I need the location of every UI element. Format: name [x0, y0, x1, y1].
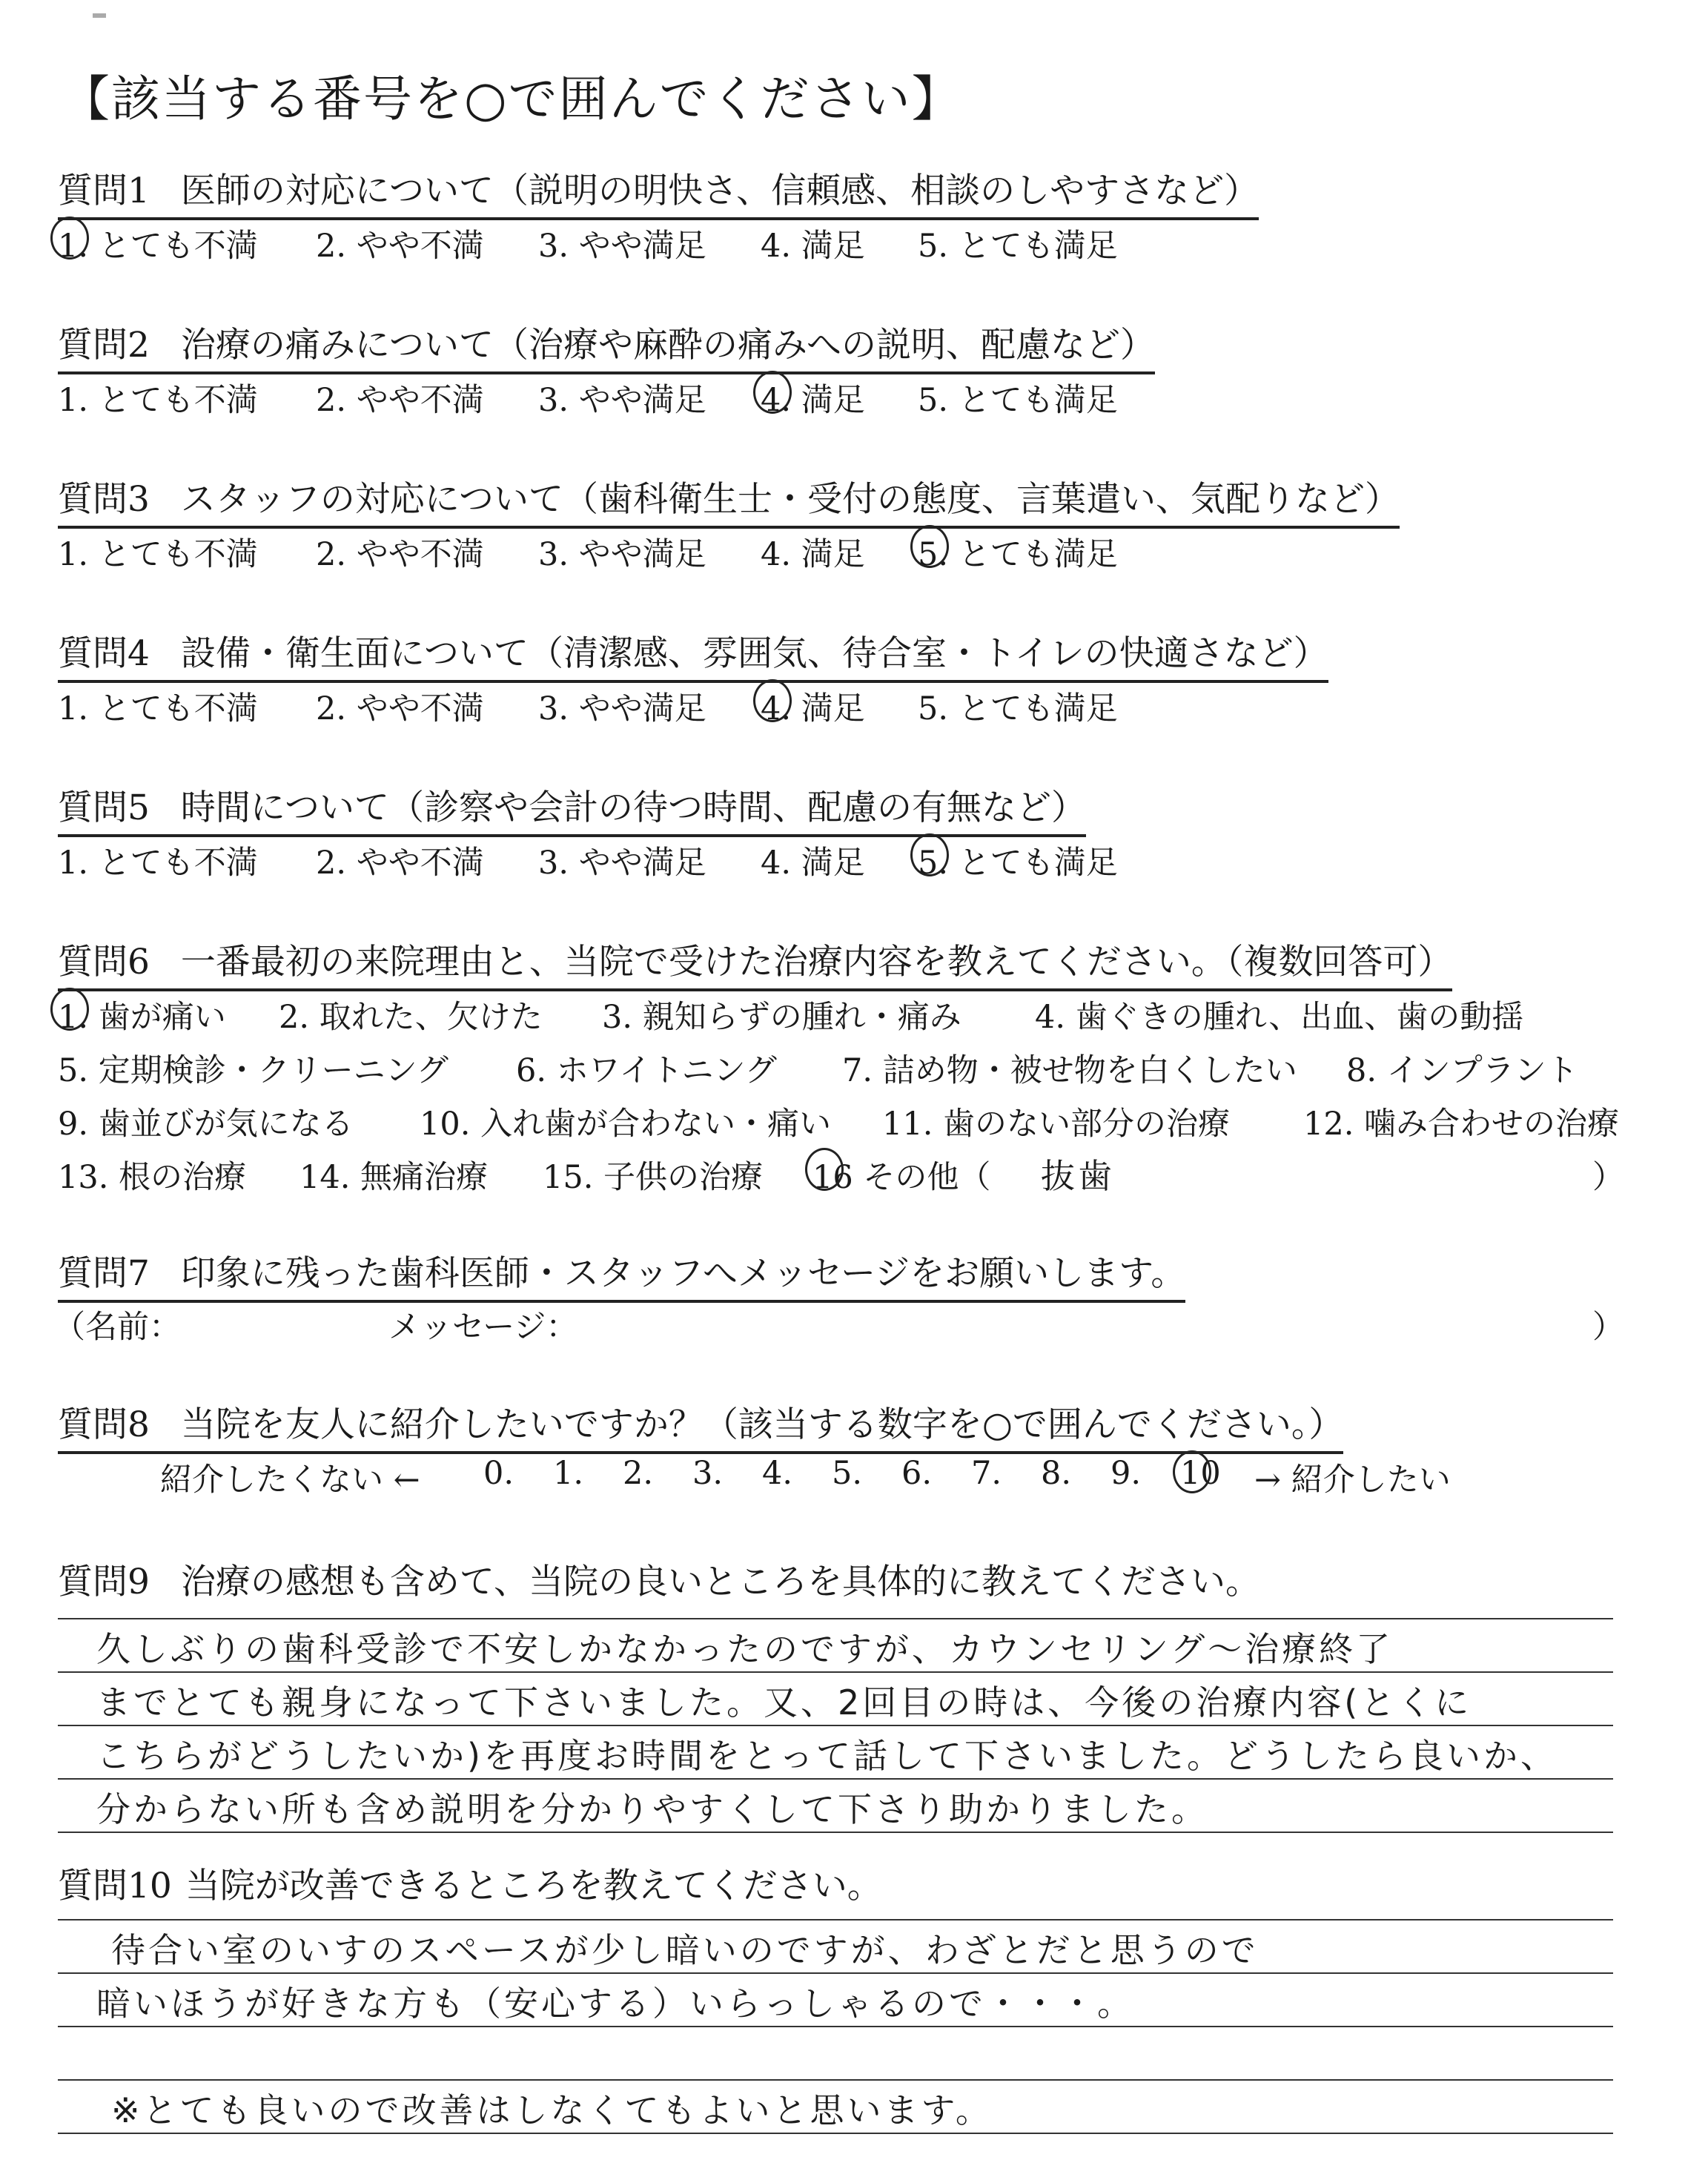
reason-1-selected[interactable]: 1. 歯が痛い	[58, 992, 226, 1037]
option-4[interactable]: 4. 満足	[761, 228, 865, 265]
question-text: 治療の感想も含めて、当院の良いところを具体的に教えてください。	[180, 1562, 1260, 1602]
reason-13[interactable]: 13. 根の治療	[58, 1159, 247, 1196]
question-5-title	[58, 780, 1086, 837]
option-2[interactable]: 2. やや不満	[316, 536, 484, 573]
scale-10-selected[interactable]: 10	[1180, 1455, 1221, 1492]
question-text: 設備・衛生面について（清潔感、雰囲気、待合室・トイレの快適さなど）	[180, 633, 1328, 674]
question-number: 質問3	[58, 479, 150, 520]
answer-10-line-2: 暗いほうが好きな方も（安心する）いらっしゃるので・・・。	[96, 1984, 1134, 2024]
answer-line	[58, 1778, 1613, 1780]
option-1-selected[interactable]: 1. とても不満	[58, 221, 258, 266]
option-4-selected[interactable]: 4. 満足	[761, 375, 865, 420]
question-9-title	[58, 1554, 1260, 1608]
question-number: 質問2	[58, 325, 150, 366]
other-reason-handwriting: 抜歯	[1041, 1156, 1115, 1196]
option-1[interactable]: 1. とても不満	[58, 382, 258, 419]
option-3[interactable]: 3. やや満足	[538, 382, 706, 419]
answer-line	[58, 2133, 1613, 2134]
scale-8[interactable]: 8.	[1041, 1455, 1072, 1492]
option-3[interactable]: 3. やや満足	[538, 228, 706, 265]
answer-10-line-4: ※とても良いので改善はしなくてもよいと思います。	[111, 2090, 993, 2130]
answer-line	[58, 2026, 1613, 2027]
question-7-title	[58, 1246, 1185, 1303]
question-text: 一番最初の来院理由と、当院で受けた治療内容を教えてください。（複数回答可）	[180, 942, 1453, 982]
scale-7[interactable]: 7.	[971, 1455, 1002, 1492]
reason-8[interactable]: 8. インプラント	[1346, 1052, 1578, 1089]
reason-16-selected[interactable]: 16 その他（	[812, 1152, 990, 1198]
question-number: 質問1	[58, 171, 150, 211]
scale-2[interactable]: 2.	[623, 1455, 654, 1492]
scale-9[interactable]: 9.	[1110, 1455, 1142, 1492]
question-number: 質問7	[58, 1253, 150, 1294]
answer-line	[58, 1972, 1613, 1974]
question-4-title	[58, 626, 1328, 683]
scale-right-label: → 紹介したい	[1254, 1462, 1451, 1499]
answer-line	[58, 1618, 1613, 1619]
reason-14[interactable]: 14. 無痛治療	[299, 1159, 489, 1196]
reason-2[interactable]: 2. 取れた、欠けた	[279, 999, 543, 1036]
question-8-title	[58, 1397, 1343, 1454]
question-number: 質問10	[58, 1866, 172, 1906]
scale-left-label: 紹介したくない ←	[160, 1462, 420, 1499]
reason-12[interactable]: 12. 噛み合わせの治療	[1303, 1106, 1620, 1143]
reason-5[interactable]: 5. 定期検診・クリーニング	[58, 1052, 448, 1089]
message-label: メッセージ：	[388, 1309, 578, 1346]
option-4-selected[interactable]: 4. 満足	[761, 684, 865, 729]
scale-0[interactable]: 0.	[483, 1455, 514, 1492]
answer-line	[58, 1919, 1613, 1920]
answer-9-line-1: 久しぶりの歯科受診で不安しかなかったのですが、カウンセリング〜治療終了	[96, 1629, 1394, 1669]
answer-9-line-2: までとても親身になって下さいました。又、2回目の時は、今後の治療内容(とくに	[96, 1682, 1472, 1723]
answer-line	[58, 1671, 1613, 1673]
question-text: 治療の痛みについて（治療や麻酔の痛みへの説明、配慮など）	[180, 325, 1156, 366]
option-1[interactable]: 1. とても不満	[58, 536, 258, 573]
option-3[interactable]: 3. やや満足	[538, 690, 706, 727]
close-paren: ）	[1592, 1309, 1624, 1346]
question-text: スタッフの対応について（歯科衛生士・受付の態度、言葉遣い、気配りなど）	[180, 479, 1400, 520]
question-10-title	[58, 1858, 882, 1912]
answer-line	[58, 1832, 1613, 1833]
answer-line	[58, 1725, 1613, 1726]
reason-6[interactable]: 6. ホワイトニング	[516, 1052, 777, 1089]
scale-6[interactable]: 6.	[901, 1455, 933, 1492]
question-number: 質問8	[58, 1404, 150, 1445]
option-4[interactable]: 4. 満足	[761, 536, 865, 573]
name-label: （名前：	[53, 1309, 181, 1346]
question-2-title	[58, 317, 1155, 374]
question-3-title	[58, 472, 1400, 529]
question-text: 当院が改善できるところを教えてください。	[185, 1866, 882, 1906]
scan-mark	[93, 13, 106, 18]
question-number: 質問5	[58, 787, 150, 828]
answer-9-line-4: 分からない所も含め説明を分かりやすくして下さり助かりました。	[96, 1789, 1208, 1829]
question-text: 印象に残った歯科医師・スタッフへメッセージをお願いします。	[180, 1253, 1186, 1294]
option-5-selected[interactable]: 5. とても満足	[918, 529, 1118, 575]
reason-9[interactable]: 9. 歯並びが気になる	[58, 1106, 354, 1143]
answer-9-line-3: こちらがどうしたいか)を再度お時間をとって話して下さいました。どうしたら良いか、	[96, 1736, 1558, 1776]
option-5-selected[interactable]: 5. とても満足	[918, 838, 1118, 883]
question-number: 質問6	[58, 942, 150, 982]
option-4[interactable]: 4. 満足	[761, 845, 865, 882]
option-5[interactable]: 5. とても満足	[918, 228, 1118, 265]
option-3[interactable]: 3. やや満足	[538, 845, 706, 882]
close-paren: ）	[1592, 1159, 1624, 1196]
option-5[interactable]: 5. とても満足	[918, 382, 1118, 419]
reason-7[interactable]: 7. 詰め物・被せ物を白くしたい	[842, 1052, 1297, 1089]
scale-5[interactable]: 5.	[832, 1455, 863, 1492]
scale-3[interactable]: 3.	[692, 1455, 724, 1492]
reason-10[interactable]: 10. 入れ歯が合わない・痛い	[420, 1106, 832, 1143]
option-2[interactable]: 2. やや不満	[316, 228, 484, 265]
question-text: 時間について（診察や会計の待つ時間、配慮の有無など）	[180, 787, 1086, 828]
option-5[interactable]: 5. とても満足	[918, 690, 1118, 727]
answer-line	[58, 2079, 1613, 2081]
option-2[interactable]: 2. やや不満	[316, 690, 484, 727]
option-3[interactable]: 3. やや満足	[538, 536, 706, 573]
option-1[interactable]: 1. とても不満	[58, 845, 258, 882]
reason-3[interactable]: 3. 親知らずの腫れ・痛み	[602, 999, 961, 1036]
scale-4[interactable]: 4.	[762, 1455, 793, 1492]
question-number: 質問4	[58, 633, 150, 674]
reason-11[interactable]: 11. 歯のない部分の治療	[882, 1106, 1231, 1143]
instruction-header: 【該当する番号を○で囲んでください】	[61, 70, 962, 128]
option-2[interactable]: 2. やや不満	[316, 845, 484, 882]
option-2[interactable]: 2. やや不満	[316, 382, 484, 419]
question-1-title	[58, 163, 1259, 220]
reason-4[interactable]: 4. 歯ぐきの腫れ、出血、歯の動揺	[1035, 999, 1524, 1036]
question-text: 医師の対応について（説明の明快さ、信頼感、相談のしやすさなど）	[180, 171, 1260, 211]
option-1[interactable]: 1. とても不満	[58, 690, 258, 727]
question-number: 質問9	[58, 1562, 150, 1602]
answer-10-line-1: 待合い室のいすのスペースが少し暗いのですが、わざとだと思うので	[111, 1930, 1259, 1970]
question-text: 当院を友人に紹介したいですか？（該当する数字を○で囲んでください。）	[180, 1404, 1344, 1445]
scale-1[interactable]: 1.	[553, 1455, 584, 1492]
reason-15[interactable]: 15. 子供の治療	[543, 1159, 764, 1196]
question-6-title	[58, 934, 1452, 991]
